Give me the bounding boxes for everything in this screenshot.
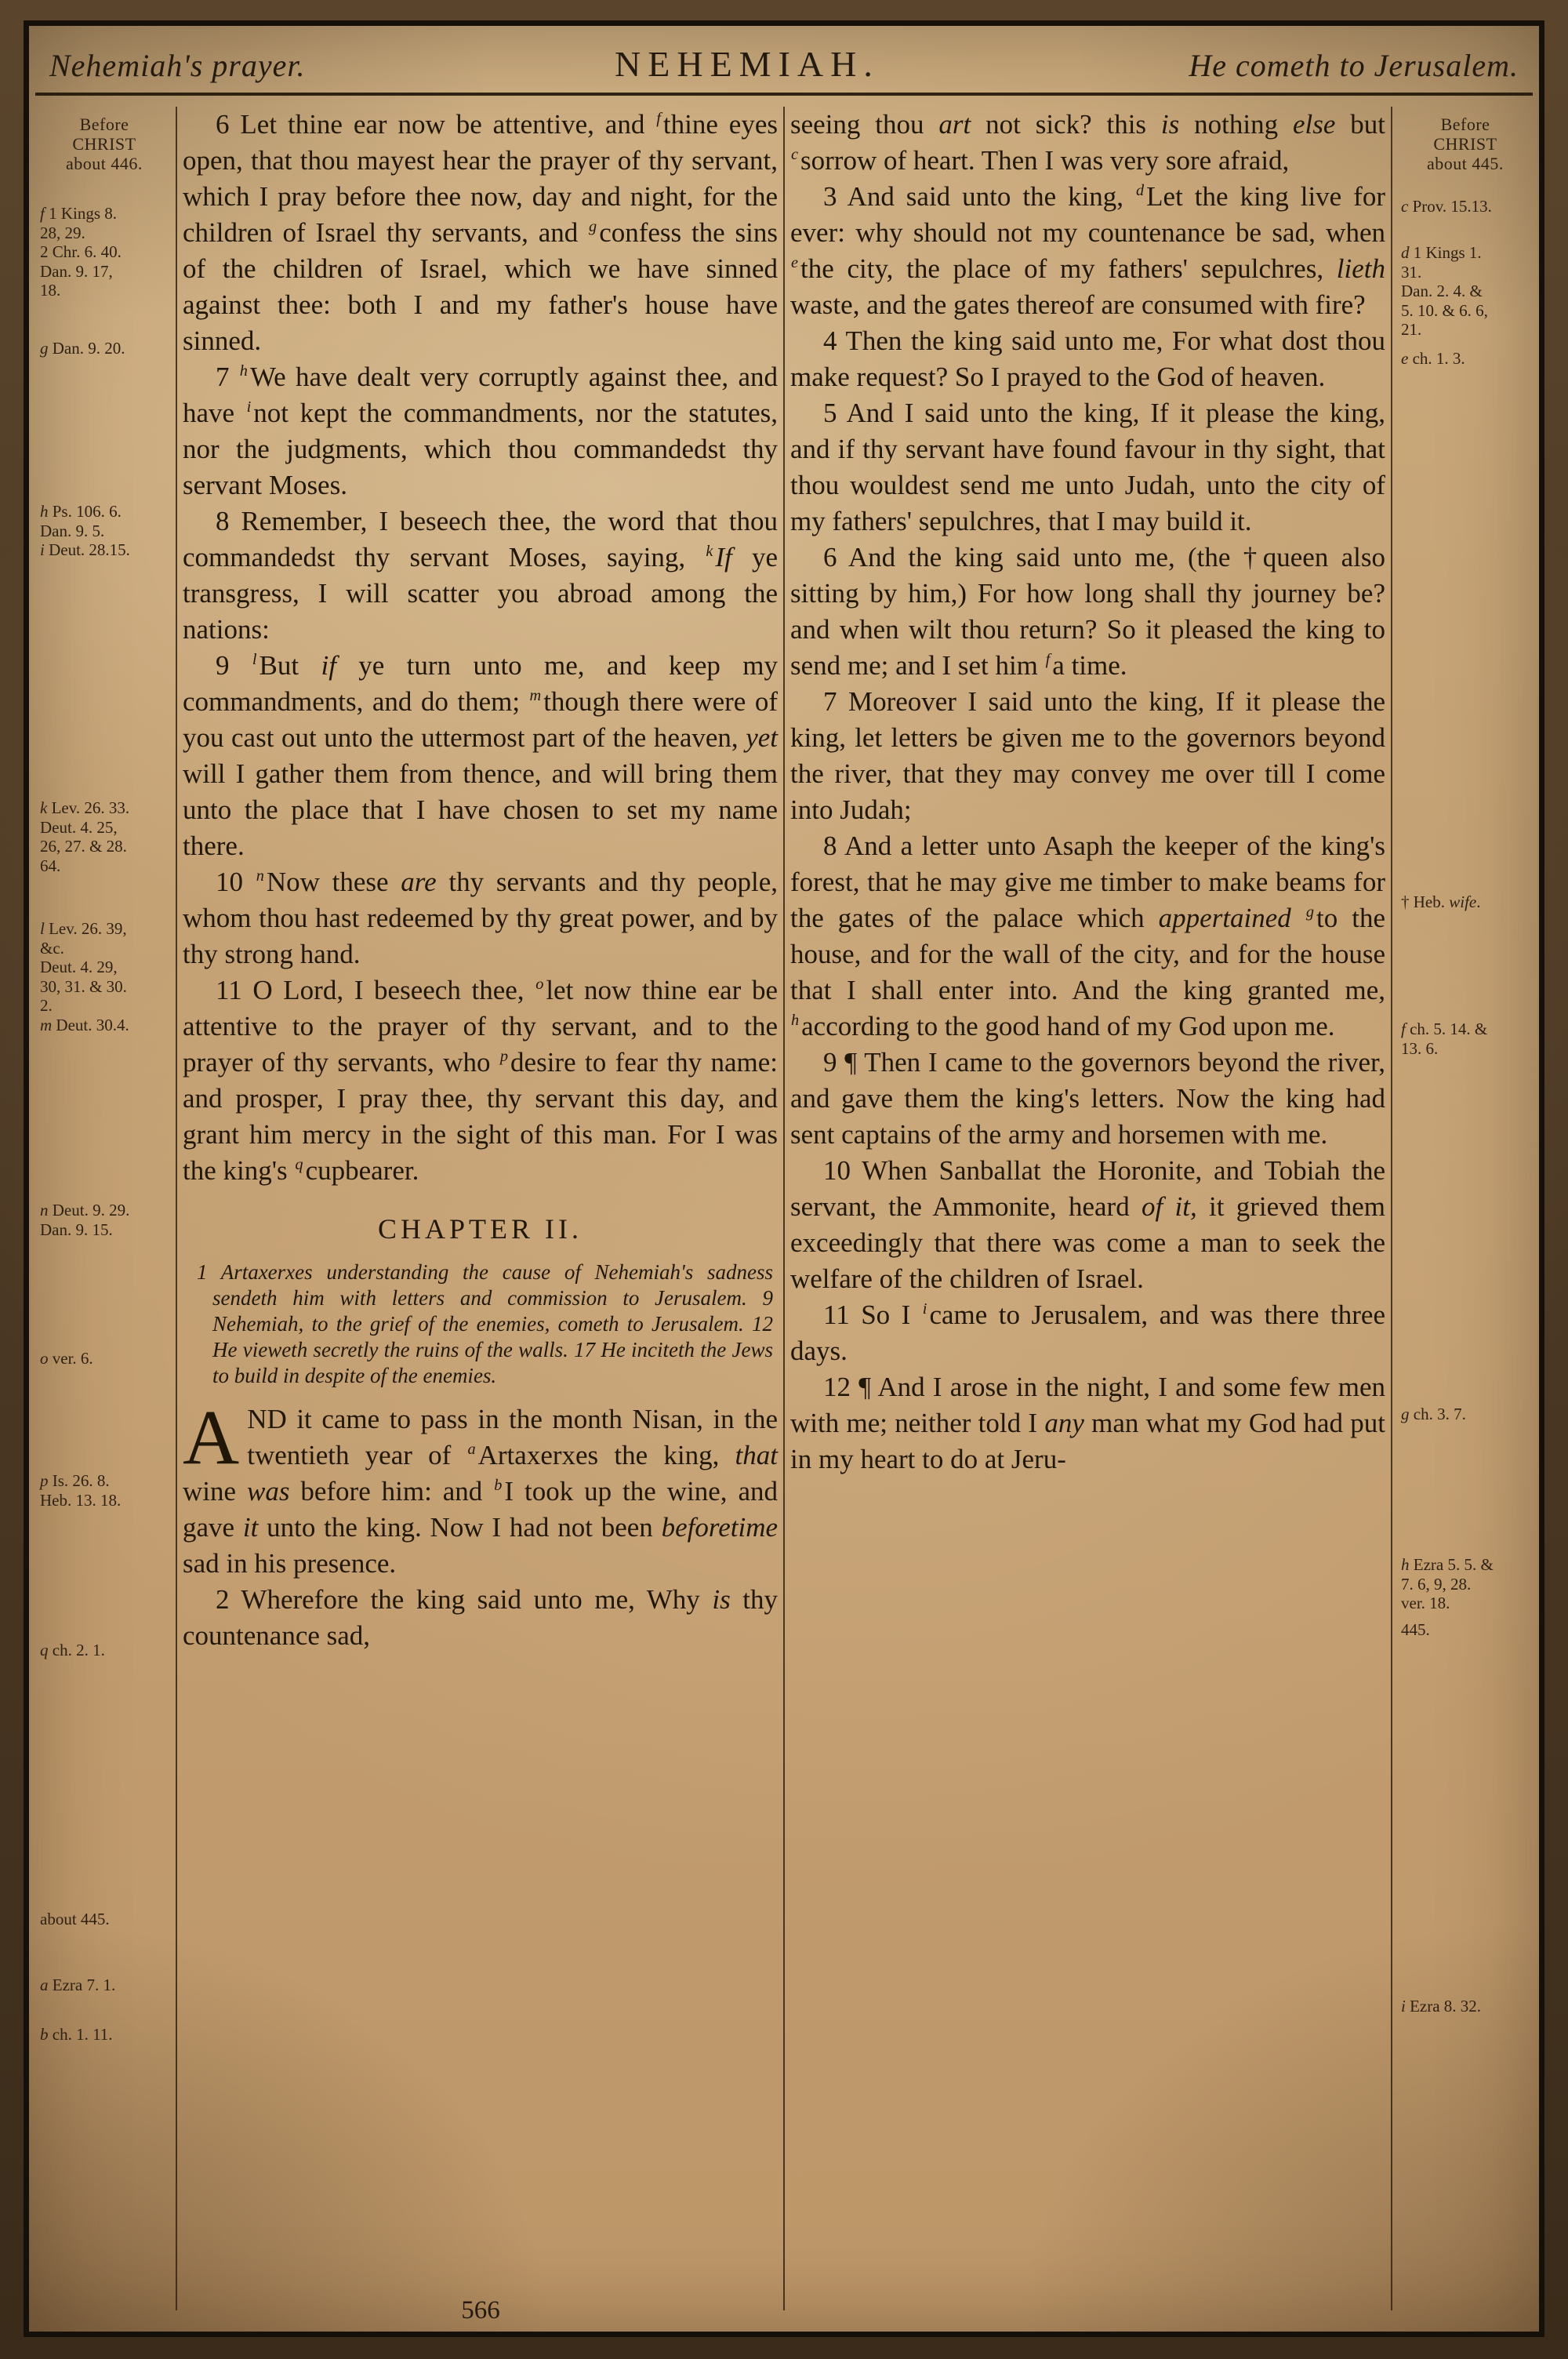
verse-paragraph: 9 $^l$But if ye turn unto me, and keep my commandments, and do them; $^m$though there were of you cast out unto the uttermost part of the heaven, yet will I gather them from thence, and will bring them unto the place that I have chosen to set my name there. [183, 650, 778, 861]
verse-paragraph: 6 Let thine ear now be attentive, and $^f$thine eyes open, that thou mayest hear the prayer of thy servant, which I pray before thee now, day and night, for the children of Israel thy servants, and $^g$confess the sins of the children of Israel, which we have sinned against thee: both I and my father's house have sinned. [183, 109, 778, 356]
book-title: NEHEMIAH. [615, 44, 880, 84]
margin-reference-note: i Ezra 8. 32. [1401, 1997, 1482, 2016]
verse-paragraph: AND it came to pass in the month Nisan, in the twentieth year of $^a$Artaxerxes the king, that wine was before him: and $^b$I took up the wine, and gave it unto the king. Now I had not been beforetime sad in his presence. [183, 1394, 778, 1579]
margin-reference-note: q ch. 2. 1. [40, 1641, 105, 1659]
margin-reference-note: c Prov. 15.13. [1401, 197, 1492, 216]
verse-paragraph: 8 And a letter unto Asaph the keeper of the king's forest, that he may give me timber to make beams for the gates of the palace which appertained $^g$to the house, and for the wall of the city, and for the house that I shall enter into. And the king granted me, $^h$according to the good hand of my God upon me. [790, 831, 1385, 1041]
verse-paragraph: 7 Moreover I said unto the king, If it please the king, let letters be given me to the governors beyond the river, that they may convey me over till I come into Judah; [790, 686, 1385, 825]
running-header [29, 26, 1539, 89]
verse-paragraph: seeing thou art not sick? this is nothing else but $^c$sorrow of heart. Then I was very sore afraid, [790, 109, 1385, 176]
margin-reference-note: g Dan. 9. 20. [40, 339, 125, 358]
margin-reference-note: o ver. 6. [40, 1349, 93, 1368]
margin-reference-note: n Deut. 9. 29. Dan. 9. 15. [40, 1201, 130, 1239]
margin-reference-note: f ch. 5. 14. & 13. 6. [1401, 1020, 1488, 1058]
verse-paragraph: 10 When Sanballat the Horonite, and Tobiah the servant, the Ammonite, heard of it, it grieved them exceedingly that there was come a man to seek the welfare of the children of Israel. [790, 1155, 1385, 1294]
drop-cap: A [183, 1394, 240, 1481]
margin-reference-note: h Ps. 106. 6. Dan. 9. 5. i Deut. 28.15. [40, 502, 130, 559]
margin-reference-note: l Lev. 26. 39, &c. Deut. 4. 29, 30, 31. & 30. 2. m Deut. 30.4. [40, 919, 129, 1034]
margin-reference-note: a Ezra 7. 1. [40, 1976, 116, 1994]
verse-paragraph: 8 Remember, I beseech thee, the word that thou commandedst thy servant Moses, saying, $^k$If ye transgress, I will scatter you abroad among the nations: [183, 506, 778, 645]
margin-date-heading: Before CHRIST about 446. [66, 114, 143, 173]
margin-reference-note: † Heb. wife. [1401, 892, 1481, 911]
verse-paragraph: 6 And the king said unto me, (the †queen also sitting by him,) For how long shall thy journey be? and when wilt thou return? So it pleased the king to send me; and I set him $^f$a time. [790, 542, 1385, 681]
margin-reference-note: p Is. 26. 8. Heb. 13. 18. [40, 1471, 122, 1510]
running-head-left: Nehemiah's prayer. [49, 48, 306, 83]
verse-paragraph: 9 ¶ Then I came to the governors beyond the river, and gave them the king's letters. Now the king had sent captains of the army and horsemen with me. [790, 1047, 1385, 1150]
margin-date-heading: Before CHRIST about 445. [1427, 114, 1504, 173]
verse-paragraph: 2 Wherefore the king said unto me, Why is thy countenance sad, [183, 1584, 778, 1651]
verse-paragraph: 7 $^h$We have dealt very corruptly against thee, and have $^i$not kept the commandments, nor the statutes, nor the judgments, which thou commandedst thy servant Moses. [183, 362, 779, 500]
verse-paragraph: 11 O Lord, I beseech thee, $^o$let now thine ear be attentive to the prayer of thy servant, and to the prayer of thy servants, who $^p$desire to fear thy name: and prosper, I pray thee, thy servant this day, and grant him mercy in the sight of this man. For I was the king's $^q$cupbearer. [183, 975, 778, 1186]
margin-reference-note: e ch. 1. 3. [1401, 349, 1465, 368]
margin-reference-note: 445. [1401, 1620, 1430, 1639]
verse-paragraph: 12 ¶ And I arose in the night, I and some few men with me; neither told I any man what my God had put in my heart to do at Jeru- [790, 1372, 1385, 1474]
verse-paragraph: 11 So I $^i$came to Jerusalem, and was there three days. [790, 1299, 1385, 1366]
margin-reference-note: h Ezra 5. 5. & 7. 6, 9, 28. ver. 18. [1401, 1555, 1494, 1612]
margin-reference-note: b ch. 1. 11. [40, 2025, 113, 2044]
column-divider [783, 107, 785, 2310]
chapter-summary: 1 Artaxerxes understanding the cause of Nehemiah's sadness sendeth him with letters and commission to Jerusalem. 9 Nehemiah, to the grief of the enemies, cometh to Jerusalem. 12 He vieweth secretly the ruins of the walls. 17 He inciteth the Jews to build in despite of the enemies. [197, 1260, 773, 1387]
left-text-column [183, 107, 778, 2310]
verse-paragraph: 4 Then the king said unto me, For what dost thou make request? So I prayed to the God of heaven. [790, 325, 1385, 392]
running-head-right: He cometh to Jerusalem. [1189, 48, 1519, 83]
right-margin-references [1398, 107, 1531, 2310]
verse-paragraph: 5 And I said unto the king, If it please the king, and if thy servant have found favour in thy sight, that thou wouldest send me unto Judah, unto the city of my fathers' sepulchres, that I may build it. [790, 398, 1385, 536]
bible-page [24, 20, 1544, 2337]
page-number: 566 [461, 2296, 500, 2324]
margin-reference-note: g ch. 3. 7. [1401, 1405, 1466, 1423]
page-content [29, 96, 1539, 2310]
margin-reference-note: d 1 Kings 1. 31. Dan. 2. 4. & 5. 10. & 6. 6, 21. [1401, 243, 1488, 339]
margin-reference-note: about 445. [40, 1910, 110, 1928]
column-divider [176, 107, 177, 2310]
margin-reference-note: f 1 Kings 8. 28, 29. 2 Chr. 6. 40. Dan. 9. 17, 18. [40, 204, 122, 300]
chapter-heading: CHAPTER II. [378, 1213, 583, 1245]
verse-paragraph: 10 $^n$Now these are thy servants and thy people, whom thou hast redeemed by thy great power, and by thy strong hand. [183, 867, 779, 969]
margin-reference-note: k Lev. 26. 33. Deut. 4. 25, 26, 27. & 28. 64. [40, 798, 130, 875]
right-text-column [790, 107, 1385, 2310]
column-divider [1391, 107, 1392, 2310]
verse-paragraph: 3 And said unto the king, $^d$Let the king live for ever: why should not my countenance be sad, when $^e$the city, the place of my fathers' sepulchres, lieth waste, and the gates thereof are consumed with fire? [790, 181, 1385, 320]
left-margin-references [37, 107, 170, 2310]
